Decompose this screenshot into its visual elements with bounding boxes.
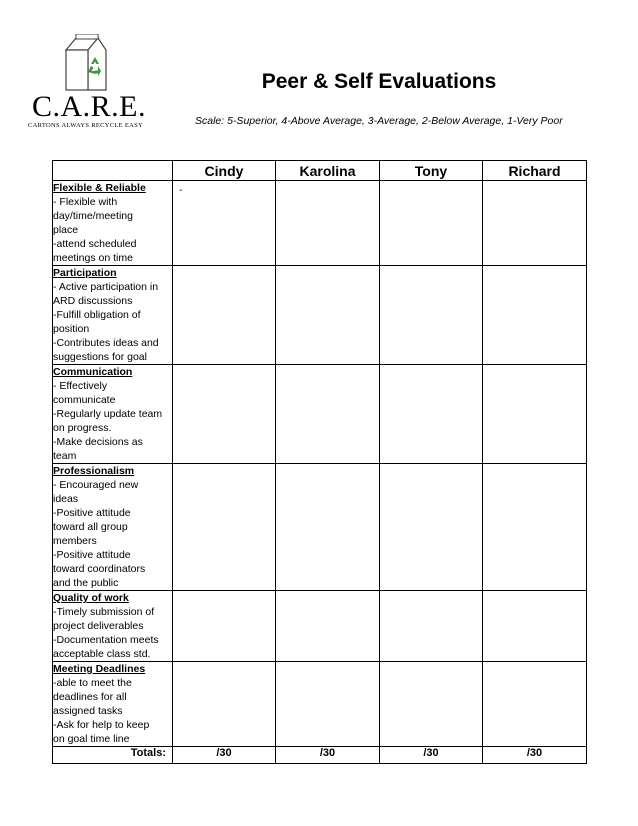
criterion-row [53,591,587,662]
score-mark: - [179,185,183,196]
criterion-detail: toward coordinators [53,563,146,575]
score-mark [173,591,275,595]
criterion-detail: -Timely submission of [53,606,155,618]
criterion-detail: ideas [53,493,79,505]
criterion-detail: on goal time line [53,733,130,745]
criterion-detail: project deliverables [53,620,144,632]
criterion-cell [53,266,173,365]
score-mark [173,365,275,369]
criterion-cell [53,464,173,591]
score-cell-tony[interactable] [380,266,483,365]
criterion-detail: suggestions for goal [53,351,147,363]
score-cell-cindy[interactable] [173,266,276,365]
score-mark [276,181,379,185]
criterion-detail: -Make decisions as [53,436,143,448]
criterion-name: Professionalism [53,465,135,477]
score-cell-tony[interactable] [380,365,483,464]
score-cell-tony[interactable] [380,591,483,662]
score-cell-karolina[interactable] [276,464,380,591]
criterion-detail: -Regularly update team [53,408,163,420]
total-cindy: /30 [173,747,276,764]
score-cell-karolina[interactable] [276,266,380,365]
criterion-detail: toward all group [53,521,128,533]
criterion-name: Communication [53,366,133,378]
criterion-cell [53,662,173,747]
criterion-detail: position [53,323,90,335]
criterion-detail: -Positive attitude [53,507,131,519]
score-cell-richard[interactable] [483,662,587,747]
score-mark [483,591,586,595]
criterion-detail: -Positive attitude [53,549,131,561]
score-cell-cindy[interactable] [173,464,276,591]
criterion-row [53,662,587,747]
criterion-row [53,181,587,266]
page-title: Peer & Self Evaluations [261,70,497,93]
score-cell-karolina[interactable] [276,181,380,266]
criterion-row [53,464,587,591]
score-mark [483,365,586,369]
score-mark [380,591,482,595]
score-mark [380,181,482,185]
score-mark [276,365,379,369]
criterion-detail: ARD discussions [53,295,133,307]
corner-cell [53,161,173,181]
score-cell-karolina[interactable] [276,365,380,464]
criterion-row [53,266,587,365]
score-cell-tony[interactable] [380,464,483,591]
header-row [53,161,587,181]
criterion-cell [53,365,173,464]
score-mark [276,266,379,270]
score-cell-cindy[interactable] [173,662,276,747]
score-cell-tony[interactable] [380,181,483,266]
criterion-detail: - Active participation in [53,281,159,293]
scale-legend: Scale: 5-Superior, 4-Above Average, 3-Average, 2-Below Average, 1-Very Poor [195,115,563,127]
score-mark [483,266,586,270]
total-karolina: /30 [276,747,380,764]
criterion-detail: deadlines for all [53,691,127,703]
logo-brand: C.A.R.E. [32,90,147,123]
score-mark [173,266,275,270]
score-cell-richard[interactable] [483,181,587,266]
score-mark [483,464,586,468]
total-richard: /30 [483,747,587,764]
score-mark [380,464,482,468]
score-mark [380,266,482,270]
totals-row [53,747,587,764]
criterion-name: Flexible & Reliable [53,182,146,194]
criterion-detail: - Effectively [53,380,108,392]
criterion-detail: assigned tasks [53,705,123,717]
criterion-cell [53,181,173,266]
criterion-name: Participation [53,267,117,279]
score-mark [173,662,275,666]
score-cell-cindy[interactable] [173,181,276,266]
score-mark [380,662,482,666]
criterion-name: Quality of work [53,592,129,604]
score-mark [483,181,586,185]
criterion-detail: -Ask for help to keep [53,719,150,731]
score-cell-richard[interactable] [483,266,587,365]
logo-tagline: CARTONS ALWAYS RECYCLE EASY [28,122,144,129]
evaluation-table [52,160,587,764]
criterion-detail: communicate [53,394,116,406]
score-cell-richard[interactable] [483,365,587,464]
criterion-detail: and the public [53,577,119,589]
total-tony: /30 [380,747,483,764]
criterion-detail: day/time/meeting [53,210,133,222]
member-header-richard: Richard [483,161,587,181]
score-cell-richard[interactable] [483,591,587,662]
criterion-detail: team [53,450,77,462]
score-mark [173,464,275,468]
score-cell-tony[interactable] [380,662,483,747]
score-cell-cindy[interactable] [173,365,276,464]
criterion-detail: -able to meet the [53,677,132,689]
score-mark [276,464,379,468]
totals-label: Totals: [53,747,173,764]
member-header-tony: Tony [380,161,483,181]
score-cell-karolina[interactable] [276,591,380,662]
score-mark [380,365,482,369]
criterion-detail: -attend scheduled [53,238,137,250]
score-mark [483,662,586,666]
criterion-row [53,365,587,464]
member-header-karolina: Karolina [276,161,380,181]
criterion-detail: -Fulfill obligation of [53,309,141,321]
member-header-cindy: Cindy [173,161,276,181]
criterion-detail: on progress. [53,422,112,434]
criterion-detail: -Contributes ideas and [53,337,159,349]
criterion-name: Meeting Deadlines [53,663,146,675]
criterion-detail: - Encouraged new [53,479,139,491]
criterion-detail: members [53,535,97,547]
score-mark [276,662,379,666]
criterion-detail: -Documentation meets [53,634,159,646]
score-cell-richard[interactable] [483,464,587,591]
criterion-detail: place [53,224,79,236]
criterion-cell [53,591,173,662]
score-cell-cindy[interactable] [173,591,276,662]
criterion-detail: meetings on time [53,252,133,264]
score-cell-karolina[interactable] [276,662,380,747]
score-mark [276,591,379,595]
criterion-detail: - Flexible with [53,196,118,208]
criterion-detail: acceptable class std. [53,648,151,660]
